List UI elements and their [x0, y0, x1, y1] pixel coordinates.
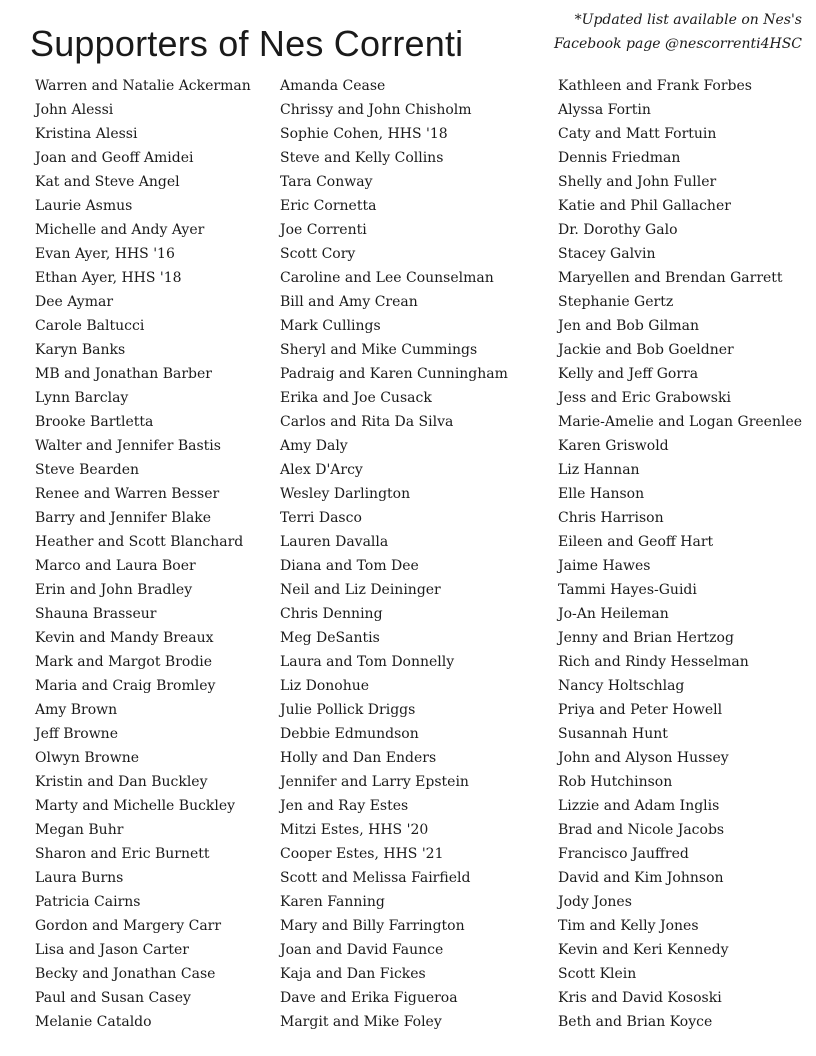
supporter-name: Elle Hanson [558, 486, 645, 502]
supporter-name: Jen and Bob Gilman [558, 318, 700, 334]
supporter-name: Michelle and Andy Ayer [35, 222, 205, 238]
supporter-name: Becky and Jonathan Case [35, 966, 216, 982]
supporter-name: Kathleen and Frank Forbes [558, 78, 752, 94]
supporter-name: Karen Griswold [558, 438, 669, 454]
supporter-name: Ethan Ayer, HHS '18 [35, 270, 182, 286]
supporter-name: Walter and Jennifer Bastis [35, 438, 221, 454]
supporter-name: Amanda Cease [280, 78, 386, 94]
supporter-name: Joan and Geoff Amidei [35, 150, 194, 166]
supporter-name: Jenny and Brian Hertzog [558, 630, 734, 646]
supporter-name: Alex D'Arcy [280, 462, 363, 478]
supporter-name: Cooper Estes, HHS '21 [280, 846, 444, 862]
supporter-name: Erika and Joe Cusack [280, 390, 432, 406]
supporter-name: Rich and Rindy Hesselman [558, 654, 749, 670]
supporter-name: Melanie Cataldo [35, 1014, 152, 1030]
supporter-name: Jaime Hawes [558, 558, 651, 574]
supporter-name: Mark and Margot Brodie [35, 654, 213, 670]
supporter-name: Scott Klein [558, 966, 637, 982]
supporter-name: Scott Cory [280, 246, 356, 262]
supporter-name: Chris Denning [280, 606, 383, 622]
supporter-name: Marie-Amelie and Logan Greenlee [558, 414, 803, 430]
supporter-name: Joe Correnti [280, 222, 367, 238]
supporter-name: Alyssa Fortin [558, 102, 651, 118]
supporter-name: Nancy Holtschlag [558, 678, 685, 694]
supporter-name: Jeff Browne [35, 726, 118, 742]
supporter-name: Kat and Steve Angel [35, 174, 180, 190]
supporter-name: Stephanie Gertz [558, 294, 674, 310]
supporter-name: Jess and Eric Grabowski [558, 390, 731, 406]
supporter-name: Dee Aymar [35, 294, 114, 310]
supporter-name: Brooke Bartletta [35, 414, 154, 430]
supporter-name: Evan Ayer, HHS '16 [35, 246, 175, 262]
supporter-name: Paul and Susan Casey [35, 990, 191, 1006]
supporter-name: John Alessi [35, 102, 114, 118]
supporter-name: Katie and Phil Gallacher [558, 198, 731, 214]
supporter-name: Chrissy and John Chisholm [280, 102, 472, 118]
supporter-name: Barry and Jennifer Blake [35, 510, 212, 526]
supporter-name: Amy Brown [35, 702, 118, 718]
supporter-name: Sharon and Eric Burnett [35, 846, 210, 862]
supporter-name: Caroline and Lee Counselman [280, 270, 494, 286]
supporters-column-3 [558, 74, 802, 1034]
supporter-name: Karyn Banks [35, 342, 126, 358]
supporter-name: Erin and John Bradley [35, 582, 193, 598]
supporter-name: Marco and Laura Boer [35, 558, 196, 574]
supporter-name: MB and Jonathan Barber [35, 366, 212, 382]
page-title: Supporters of Nes Correnti [30, 23, 464, 64]
supporter-name: Chris Harrison [558, 510, 664, 526]
supporter-name: Maria and Craig Bromley [35, 678, 216, 694]
supporter-name: Eileen and Geoff Hart [558, 534, 714, 550]
update-note-line: *Updated list available on Nes's [574, 12, 802, 28]
supporter-name: Tara Conway [280, 174, 373, 190]
supporter-name: Jody Jones [558, 894, 632, 910]
supporter-name: Carlos and Rita Da Silva [280, 414, 454, 430]
supporter-name: Karen Fanning [280, 894, 385, 910]
supporter-name: Steve Bearden [35, 462, 140, 478]
supporter-name: Diana and Tom Dee [280, 558, 419, 574]
supporter-name: Warren and Natalie Ackerman [35, 78, 251, 94]
supporter-name: Sophie Cohen, HHS '18 [280, 126, 448, 142]
supporter-name: Mitzi Estes, HHS '20 [280, 822, 429, 838]
supporter-name: Caty and Matt Fortuin [558, 126, 717, 142]
supporter-name: Dave and Erika Figueroa [280, 990, 458, 1006]
supporter-name: Kelly and Jeff Gorra [558, 366, 699, 382]
supporter-name: Heather and Scott Blanchard [35, 534, 244, 550]
supporter-name: Carole Baltucci [35, 318, 145, 334]
supporter-name: Kris and David Kososki [558, 990, 722, 1006]
supporter-name: Lizzie and Adam Inglis [558, 798, 720, 814]
supporter-name: Renee and Warren Besser [35, 486, 220, 502]
supporter-name: Meg DeSantis [280, 630, 380, 646]
supporter-name: John and Alyson Hussey [558, 750, 729, 766]
supporter-name: Brad and Nicole Jacobs [558, 822, 725, 838]
supporter-name: Gordon and Margery Carr [35, 918, 222, 934]
supporter-name: Lauren Davalla [280, 534, 389, 550]
supporter-name: Stacey Galvin [558, 246, 656, 262]
supporters-column-2 [280, 74, 508, 1034]
supporter-name: Kaja and Dan Fickes [280, 966, 426, 982]
supporter-name: Rob Hutchinson [558, 774, 673, 790]
supporter-name: Margit and Mike Foley [280, 1014, 442, 1030]
supporter-name: Tammi Hayes-Guidi [558, 582, 697, 598]
update-note-line: Facebook page @nescorrenti4HSC [554, 36, 802, 52]
supporter-name: Wesley Darlington [280, 486, 411, 502]
supporter-name: Shelly and John Fuller [558, 174, 717, 190]
supporter-name: Steve and Kelly Collins [280, 150, 444, 166]
supporter-name: Lisa and Jason Carter [35, 942, 189, 958]
supporter-name: Kevin and Mandy Breaux [35, 630, 214, 646]
supporter-name: Mark Cullings [280, 318, 381, 334]
supporter-name: Lynn Barclay [35, 390, 129, 406]
supporter-name: Julie Pollick Driggs [280, 702, 416, 718]
supporter-name: Neil and Liz Deininger [280, 582, 441, 598]
supporter-name: Francisco Jauffred [558, 846, 689, 862]
supporter-name: Jen and Ray Estes [280, 798, 409, 814]
supporter-name: Megan Buhr [35, 822, 124, 838]
supporter-name: Susannah Hunt [558, 726, 668, 742]
supporter-name: Dennis Friedman [558, 150, 681, 166]
supporter-name: Jo-An Heileman [558, 606, 669, 622]
supporter-name: Laura and Tom Donnelly [280, 654, 455, 670]
supporter-name: Kristin and Dan Buckley [35, 774, 208, 790]
update-note [554, 8, 802, 56]
supporter-name: Marty and Michelle Buckley [35, 798, 236, 814]
supporter-name: David and Kim Johnson [558, 870, 724, 886]
supporter-name: Joan and David Faunce [280, 942, 444, 958]
supporter-name: Kristina Alessi [35, 126, 138, 142]
supporter-name: Amy Daly [280, 438, 348, 454]
supporter-name: Maryellen and Brendan Garrett [558, 270, 783, 286]
supporter-name: Eric Cornetta [280, 198, 377, 214]
supporter-name: Scott and Melissa Fairfield [280, 870, 471, 886]
supporter-name: Olwyn Browne [35, 750, 140, 766]
supporter-name: Priya and Peter Howell [558, 702, 723, 718]
supporter-name: Terri Dasco [280, 510, 362, 526]
supporter-name: Liz Hannan [558, 462, 640, 478]
supporter-name: Liz Donohue [280, 678, 370, 694]
supporter-name: Debbie Edmundson [280, 726, 419, 742]
supporter-name: Laurie Asmus [35, 198, 133, 214]
supporter-name: Patricia Cairns [35, 894, 141, 910]
supporter-name: Jackie and Bob Goeldner [558, 342, 734, 358]
supporter-name: Beth and Brian Koyce [558, 1014, 713, 1030]
supporter-name: Padraig and Karen Cunningham [280, 366, 508, 382]
supporter-name: Shauna Brasseur [35, 606, 157, 622]
supporters-column-1 [35, 74, 251, 1034]
supporter-name: Sheryl and Mike Cummings [280, 342, 478, 358]
supporter-name: Jennifer and Larry Epstein [280, 774, 469, 790]
supporter-name: Bill and Amy Crean [280, 294, 418, 310]
supporter-name: Mary and Billy Farrington [280, 918, 465, 934]
supporter-name: Dr. Dorothy Galo [558, 222, 678, 238]
supporter-name: Kevin and Keri Kennedy [558, 942, 729, 958]
supporter-name: Laura Burns [35, 870, 124, 886]
supporter-name: Tim and Kelly Jones [558, 918, 699, 934]
supporter-name: Holly and Dan Enders [280, 750, 437, 766]
